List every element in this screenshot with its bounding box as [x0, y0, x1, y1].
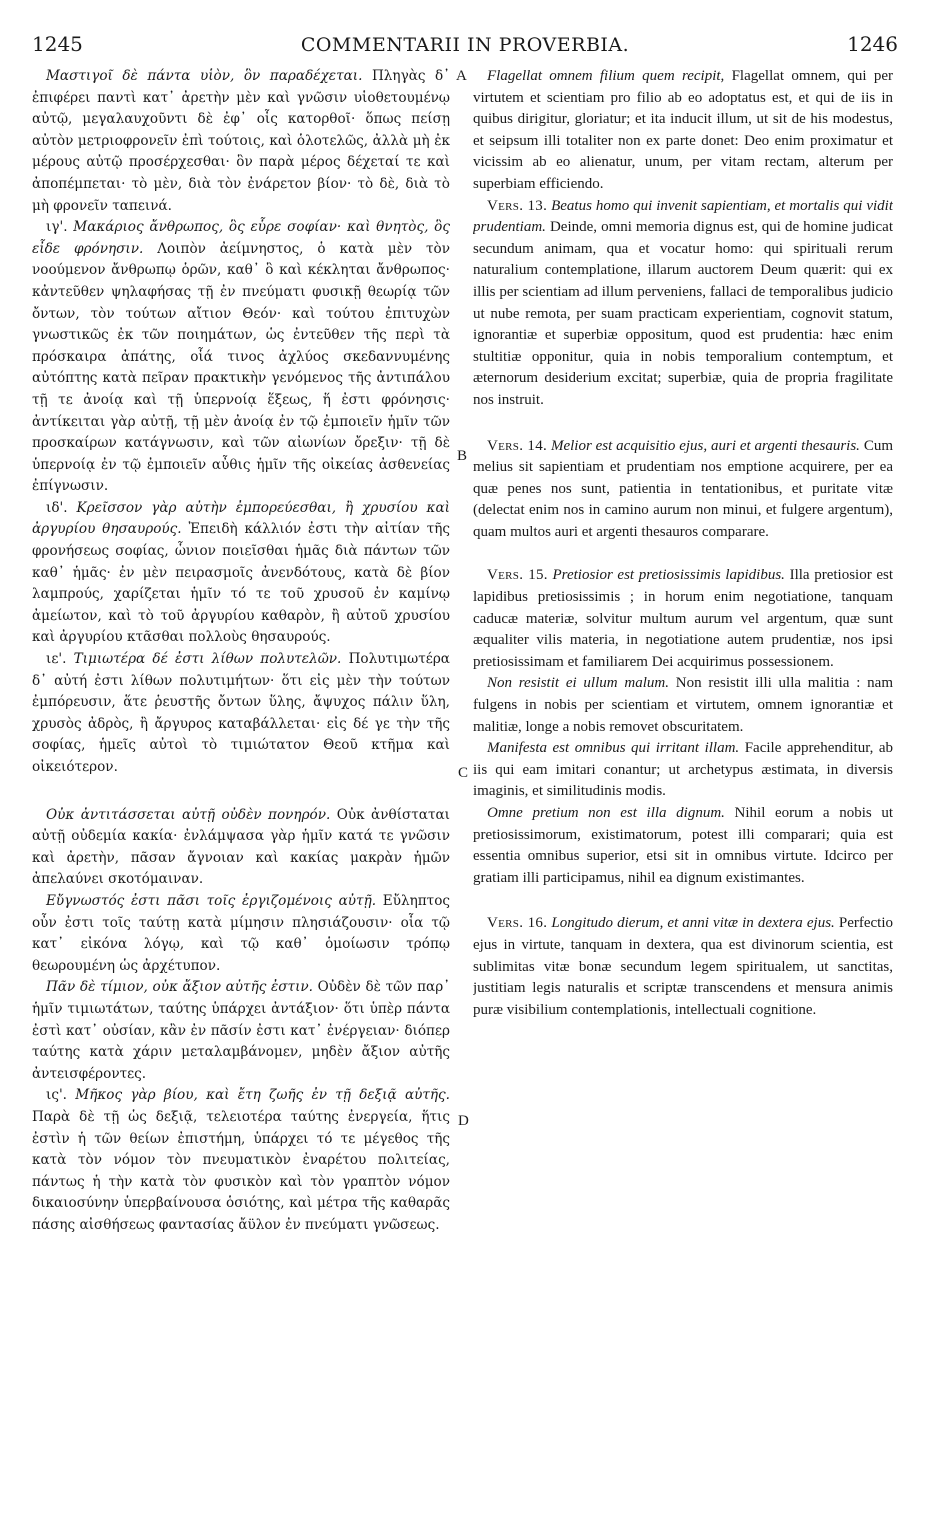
greek-commentary: Παρὰ δὲ τῇ ὡς δεξιᾷ, τελειοτέρα ταύτης ἐνεργεία, ἥτις ἐστὶν ἡ τῶν θείων ἐπιστήμη, ὑπάρχει τό τε μέγεθος τῆς κατὰ τὸν νόμον τὸν πνευματικὸν ἐναρέτου πολιτείας, πάντως ἡ τὴν κατὰ τὸν φυσικὸν καὶ τὸν γραπτὸν νόμον δικαιοσύνην ὑπερβαίνουσα ὁσιότης, καὶ μέτρα τῆς καθαρᾶς πάσης αἰσθήσεως φαντασίας ἄϋλον ἐν πνεύματι γνῶσεως. — [32, 1108, 450, 1233]
verse-label: Vers. 16. — [487, 915, 548, 932]
greek-commentary: Πολυτιμωτέρα δ᾽ αὐτή ἐστι λίθων πολυτιμήτων· ὅτι εἰς μὲν τὴν τούτων ἐμπόρευσιν, ἅτε ῥευστῆς ὄντων ὕλης, ἄψυχος πάλιν ὕλη, χρυσὸς ἀδρὸς, ἢ ἄργυρος καταβάλλεται· εἰς δέ γε τὴν τῆς σοφίας, ἡμεῖς αὐτοὶ τὸ τιμιώτατον Θεοῦ κτῆμα καὶ οἰκειότερον. — [32, 651, 450, 775]
greek-commentary: Οὐκ ἀνθίσταται αὐτῇ οὐδεμία κακία· ἐνλάμψασα γὰρ ἡμῖν κατά τε γνῶσιν καὶ ἀρετὴν, πᾶσαν ἄγνοιαν καὶ κακίας μακρὰν ἡμῶν ἀπελαύνει σκοτόμαιναν. — [32, 806, 450, 888]
greek-commentary: Εὔληπτος οὖν ἐστι τοῖς ταύτῃ κατὰ μίμησιν πλησιάζουσιν· οἷα τῷ κατ᾽ εἰκόνα λόγῳ, καὶ τῷ καθ᾽ ὁμοίωσιν τρόπῳ θεωρουμένη ὡς ἀρχέτυπον. — [32, 892, 450, 974]
latin-commentary: Non resistit illi ulla malitia : nam fulgens in nobis per scientiam et virtutem, omnem ignorantiæ et malitiæ, longe a nobis removet obscuritatem. — [473, 675, 893, 735]
greek-paragraph — [32, 498, 450, 649]
greek-column — [32, 66, 450, 1236]
latin-commentary: Flagellat omnem, qui per virtutem et scientiam pro filio ab eo adoptatus est, et qui de iis in quibus dirigitur, gloriatur; et ita inducit illum, ut sit de his modestus, et seipsum illi totaliter non ex parte donet: Deo enim proximatur et vicissim ab eo alienatur, unum, per vitam rectam, alterum per superbiam efficiendo. — [473, 68, 893, 192]
left-column-number: 1245 — [32, 32, 83, 56]
greek-lemma: Τιμιωτέρα δέ ἐστι λίθων πολυτελῶν. — [73, 651, 342, 668]
margin-marker-d: D — [458, 1113, 469, 1129]
latin-commentary: Cum melius sit sapientiam et prudentiam nos emptione acquirere, per ea quæ penes nos sunt, patientia in tentationibus, et puritate vitæ (delectat enim nos in camino aurum non minui, et fulgere argentum), quam multos auri et argenti thesauros comparare. — [473, 437, 893, 540]
latin-lemma: Beatus homo qui invenit sapientiam, et mortalis qui vidit prudentiam. — [473, 197, 893, 236]
latin-paragraph — [473, 436, 893, 544]
latin-commentary: Deinde, omni memoria dignus est, qui de homine judicat secundum animam, qua et vocatur homo: qui spirituali rerum naturalium contemplatione, illarum auctorem Deum quærit: qui ex illis per scientiam ad illum perveniens, fallaci de temporalibus judicio ut nube remota, per suam practicam experientiam, cognovit statum, ignorantiæ et superbiæ oppositum, quod est prudentia: hæc enim stultitiæ opponitur, quia in nobis temporalium contemptum, et æternorum desiderium excitat; superbiæ, quia de propria fragilitate nos instruit. — [473, 219, 893, 408]
latin-commentary: Facile apprehenditur, ab iis qui eam imitari conantur; ut archetypus æstimata, in diversis imaginis, et similitudinis modis. — [473, 740, 893, 800]
latin-column — [473, 66, 893, 1021]
greek-commentary: Λοιπὸν ἀείμνηστος, ὁ κατὰ μὲν τὸν νοούμενον ἄνθρωπῳ ὁρῶν, καθ᾽ ὃ καὶ κέκληται ἄνθρωπος· κἀντεῦθεν ψηλαφήσας τῇ ἐν πνεύματι φυσικῇ θεωρίᾳ τῶν ὄντων, τὸν τούτων αἴτιον Θεόν· καὶ τούτου ἐπιτυχὼν γνωστικῶς ἐκ τῶν ποιημάτων, ὡς ἐντεῦθεν τῆς περὶ τὰ πρόσκαιρα ἀπάτης, οἷά τινος ἀχλύος σκεδαννυμένης αὐτόπτης κατὰ πεῖραν πρακτικὴν γενόμενος τῆς ἀντιπάλου τῇ τε ἀνοίᾳ καὶ τῇ ὑπερνοίᾳ ἕξεως, ἥ ἐστι φρόνησις· ἀντίκειται γὰρ αὐτῇ, τῇ μὲν ἀνοίᾳ ἐν τῷ ἐμποιεῖν ἡμῖν τῶν προσκαίρων κατάγνωσιν, καὶ τῶν αἰωνίων ὄρεξιν· τῇ δὲ ὑπερνοίᾳ ἐν τῷ ἐμποιεῖν αὖθις ἡμῖν τῆς οἰκείας ἀσθενείας ἐπίγνωσιν. — [32, 240, 450, 495]
latin-lemma: Manifesta est omnibus qui irritant illam. — [487, 740, 740, 757]
verse-label: Vers. 14. — [487, 437, 548, 454]
margin-marker-c: C — [458, 765, 469, 781]
greek-paragraph — [32, 805, 450, 891]
latin-paragraph — [473, 803, 893, 889]
right-column-number: 1246 — [847, 32, 898, 56]
greek-paragraph — [32, 649, 450, 779]
latin-commentary: Illa pretiosior est lapidibus pretiosissimis ; in horum enim negotiatione, tanquam caducæ materiæ, solvitur multum aurum vel argentum, quæ sunt æqualiter vilis materia, in negotiatione autem prudentiæ, nos ipsi pretiosissimam et familiarem Dei acquirimus possessionem. — [473, 567, 893, 670]
latin-paragraph — [473, 196, 893, 412]
latin-lemma: Non resistit ei ullum malum. — [487, 675, 669, 692]
latin-paragraph — [473, 738, 893, 803]
latin-lemma: Flagellat omnem filium quem recipit, — [487, 68, 725, 84]
latin-lemma: Pretiosior est pretiosissimis lapidibus. — [552, 567, 785, 584]
latin-commentary: Nihil eorum a nobis ut pretiosissimorum, existimatorum, potest illi comparari; quia est essentia omnibus superior, etsi sit in omnibus virtute. Idcirco per gratiam illi participamus, nihil ea dignum existimantes. — [473, 805, 893, 886]
verse-label: Vers. 13. — [487, 197, 548, 214]
greek-paragraph — [32, 1085, 450, 1236]
greek-verse-number: ιδ'. — [46, 499, 68, 516]
margin-marker-b: B — [457, 448, 468, 464]
latin-paragraph — [473, 66, 893, 196]
latin-lemma: Melior est acquisitio ejus, auri et argenti thesauris. — [550, 437, 860, 454]
greek-paragraph — [32, 217, 450, 498]
greek-paragraph — [32, 66, 450, 217]
greek-lemma: Οὐκ ἀντιτάσσεται αὐτῇ οὐδὲν πονηρόν. — [46, 806, 331, 823]
greek-verse-number: ιγ'. — [46, 219, 68, 236]
greek-lemma: Μακάριος ἄνθρωπος, ὃς εὗρε σοφίαν· καὶ θνητὸς, ὃς εἶδε φρόνησιν. — [32, 219, 450, 257]
latin-lemma: Omne pretium non est illa dignum. — [487, 805, 725, 821]
latin-paragraph — [473, 565, 893, 673]
greek-verse-number: ις'. — [46, 1087, 68, 1104]
latin-paragraph — [473, 913, 893, 1021]
greek-lemma: Μαστιγοῖ δὲ πάντα υἱὸν, ὃν παραδέχεται. — [46, 68, 363, 84]
greek-lemma: Εὔγνωστός ἐστι πᾶσι τοῖς ἐργιζομένοις αὐτῇ. — [46, 892, 377, 909]
greek-paragraph — [32, 977, 450, 1085]
latin-lemma: Longitudo dierum, et anni vitæ in dextera ejus. — [551, 915, 835, 932]
verse-label: Vers. 15. — [487, 567, 548, 584]
latin-commentary: Perfectio ejus in virtute, tanquam in dextera, qua est divinorum scientia, est sublimitas vitæ bonæ secundum legem spiritualem, ut sanctitas, justitiam legis naturalis et scriptæ transcendens et mensura animis puræ visibilium contemplationis, intellectuali cognitione. — [473, 915, 893, 1018]
greek-lemma: Κρεῖσσον γὰρ αὐτὴν ἐμπορεύεσθαι, ἢ χρυσίου καὶ ἀργυρίου θησαυρούς. — [32, 499, 450, 538]
running-title: COMMENTARII IN PROVERBIA. — [300, 34, 630, 56]
greek-lemma: Πᾶν δὲ τίμιον, οὐκ ἄξιον αὐτῆς ἐστιν. — [46, 979, 313, 996]
latin-paragraph — [473, 673, 893, 738]
greek-paragraph — [32, 891, 450, 977]
greek-commentary: Οὐδὲν δὲ τῶν παρ᾽ ἡμῖν τιμιωτάτων, ταύτης ὑπάρχει ἀντάξιον· ὅτι ὑπὲρ πάντα ἐστὶ κατ᾽ οὐσίαν, κἂν ἐν πᾶσίν ἐστι κατ᾽ ἐνέργειαν· διόπερ ταύτης κατὰ χάριν μεταλαμβάνομεν, μηδὲν ἄξιον αὐτῆς ἀντεισφέροντες. — [32, 979, 450, 1082]
greek-verse-number: ιε'. — [46, 651, 67, 668]
greek-lemma: Μῆκος γὰρ βίου, καὶ ἔτη ζωῆς ἐν τῇ δεξιᾷ αὐτῆς. — [75, 1087, 450, 1104]
page-header — [32, 32, 898, 62]
greek-commentary: Ἐπειδὴ κάλλιόν ἐστι τὴν αἰτίαν τῆς φρονήσεως σοφίας, ὧνιον ποιεῖσθαι ἡμᾶς διὰ πάντων τῶν καθ᾽ ἡμᾶς· ἐν μὲν πειρασμοῖς ἀνενδότους, κατὰ δὲ βίον λαμπρούς, χαρίζεται ἡμῖν τό τε τοῦ χρυσοῦ ἐν καμίνῳ ἀμείωτον, καὶ τὸ τοῦ ἀργυρίου καθαρὸν, ἢ αὐτοῦ χρυσίου καὶ ἀργυρίου κτᾶσθαι πολλοὺς θησαυρούς. — [32, 521, 450, 646]
greek-commentary: Πληγὰς δ᾽ ἐπιφέρει παντὶ κατ᾽ ἀρετὴν μὲν καὶ γνῶσιν υἱοθετουμένῳ αὐτῷ, μεγαλαυχοῦντι δὲ ἐφ᾽ οἷς κατορθοῖ· ὅπως πείσῃ αὐτὸν μετριοφρονεῖν ἐπὶ τούτοις, καὶ ὁλοτελῶς, ἀλλὰ μὴ ἐκ μέρους αὐτῷ προσέρχεσθαι· ὃν παρὰ μέρος δέχεταί τε καὶ ἀποπέμπεται· τὸ μὲν, διὰ τὸν ἐνάρετον βίον· τὸ δὲ, διὰ τὸ μὴ φρονεῖν ταπεινά. — [32, 68, 450, 214]
margin-marker-a: A — [456, 68, 467, 84]
